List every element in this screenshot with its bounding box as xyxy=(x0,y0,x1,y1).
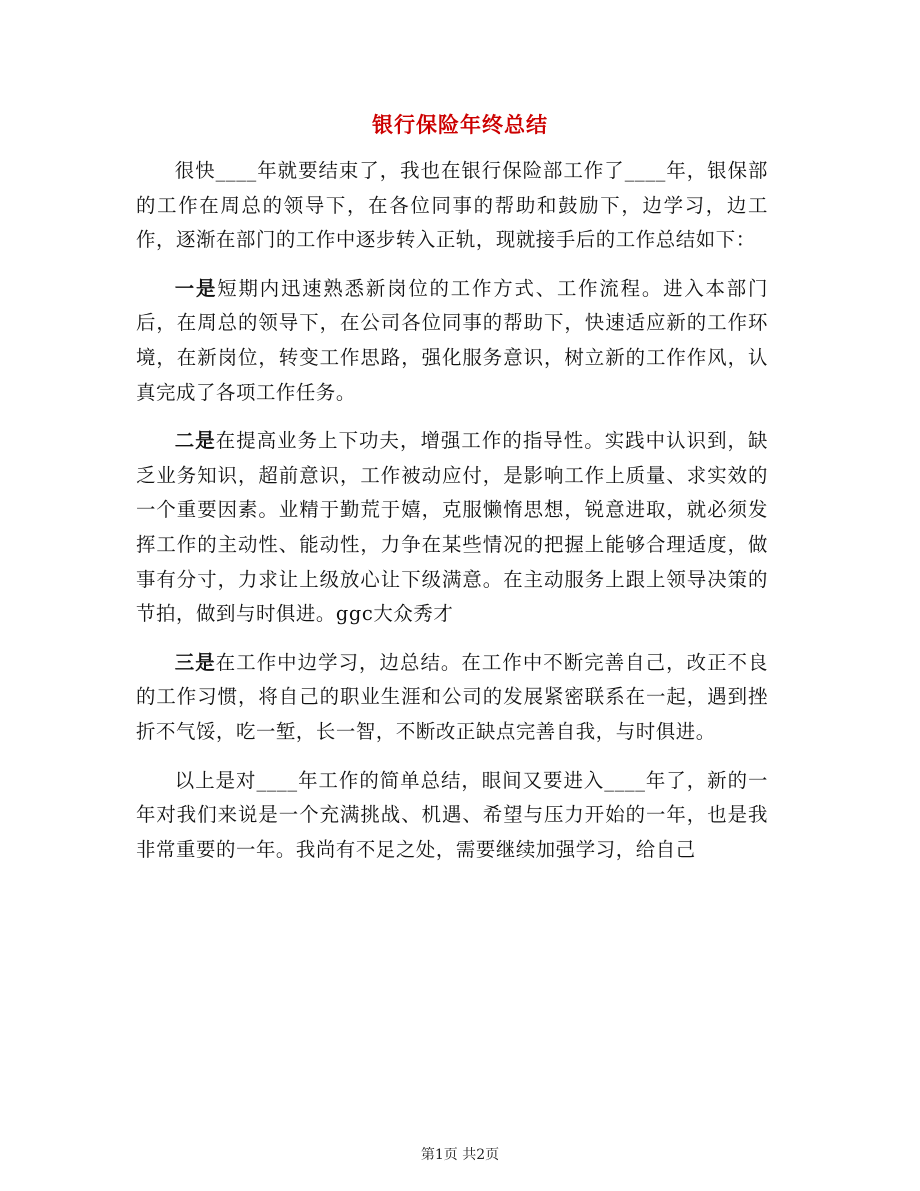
paragraph-lead: 二是 xyxy=(174,429,216,453)
paragraph-point-two xyxy=(136,424,768,632)
paragraph-conclusion xyxy=(136,764,768,868)
paragraph-text: 在工作中边学习，边总结。在工作中不断完善自己，改正不良的工作习惯，将自己的职业生涯和公司的发展紧密联系在一起，遇到挫折不气馁，吃一堑，长一智，不断改正缺点完善自我，与时俱进。 xyxy=(136,650,769,743)
page-number-footer: 第1页 共2页 xyxy=(420,1147,500,1163)
paragraph-point-one xyxy=(136,272,768,410)
document-title: 银行保险年终总结 xyxy=(372,112,548,137)
paragraph-lead: 一是 xyxy=(174,276,218,300)
paragraph-text: 以上是对____年工作的简单总结，眼间又要进入____年了，新的一年对我们来说是一个充满挑战、机遇、希望与压力开始的一年，也是我非常重要的一年。我尚有不足之处，需要继续加强学习，给自己 xyxy=(136,768,768,861)
document-body xyxy=(136,154,768,881)
paragraph-intro xyxy=(136,154,768,258)
paragraph-lead: 三是 xyxy=(174,650,216,674)
paragraph-point-three xyxy=(136,646,768,750)
paragraph-text: 很快____年就要结束了，我也在银行保险部工作了____年，银保部的工作在周总的领导下，在各位同事的帮助和鼓励下，边学习，边工作，逐渐在部门的工作中逐步转入正轨，现就接手后的工作总结如下： xyxy=(136,159,768,252)
paragraph-text: 短期内迅速熟悉新岗位的工作方式、工作流程。进入本部门后，在周总的领导下，在公司各位同事的帮助下，快速适应新的工作环境，在新岗位，转变工作思路，强化服务意识，树立新的工作作风，认真完成了各项工作任务。 xyxy=(136,276,768,404)
paragraph-text: 在提高业务上下功夫，增强工作的指导性。实践中认识到，缺乏业务知识，超前意识，工作被动应付，是影响工作上质量、求实效的一个重要因素。业精于勤荒于嬉，克服懒惰思想，锐意进取，就必须发挥工作的主动性、能动性，力争在某些情况的把握上能够合理适度，做事有分寸，力求让上级放心让下级满意。在主动服务上跟上领导决策的节拍，做到与时俱进。ggc大众秀才 xyxy=(136,429,769,626)
